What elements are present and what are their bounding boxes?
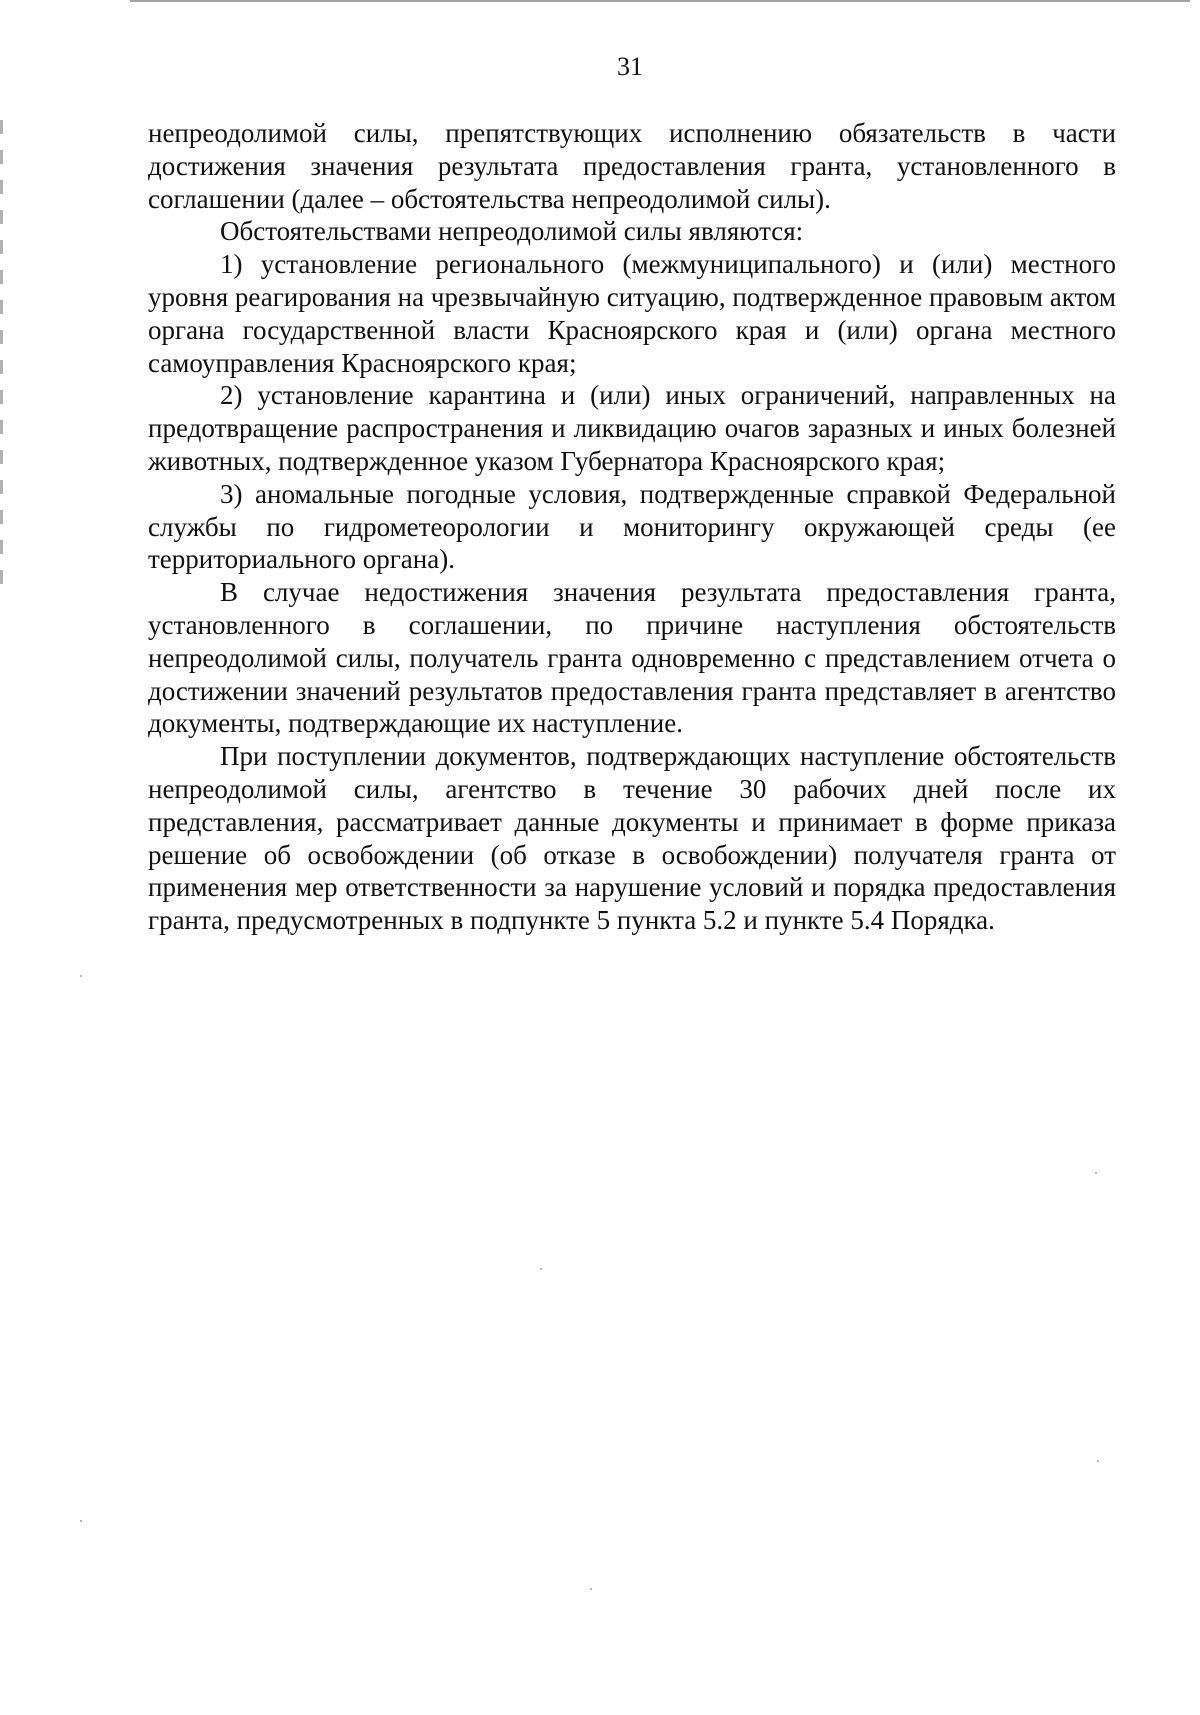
paragraph-6: В случае недостижения значения результата предоставления гранта, установленного в соглашении, по причине наступления обстоятельств непреодолимой силы, получатель гранта одновременно с представлением отчета о достижении значений результатов предоставления гранта представляет в агентство документы, подтверждающие их наступление.: [148, 577, 1116, 739]
paragraph-2: Обстоятельствами непреодолимой силы являются:: [220, 216, 804, 247]
paragraph-3: 1) установление регионального (межмуниципального) и (или) местного уровня реагирования на чрезвычайную ситуацию, подтвержденное правовым актом органа государственной власти Красноярского края и (или) органа местного самоуправления Красноярского края;: [148, 249, 1116, 378]
scan-speck: [1095, 1172, 1097, 1174]
paragraph-4: 2) установление карантина и (или) иных ограничений, направленных на предотвращение распространения и ликвидацию очагов заразных и иных болезней животных, подтвержденное указом Губернатора Красноярского края;: [148, 380, 1116, 476]
scan-speck: [590, 1588, 592, 1590]
page-number: 31: [617, 52, 643, 81]
paragraph-7: При поступлении документов, подтверждающих наступление обстоятельств непреодолимой силы, агентство в течение 30 рабочих дней после их представления, рассматривает данные документы и принимает в форме приказа решение об освобождении (об отказе в освобождении) получателя гранта от применения мер ответственности за нарушение условий и порядка предоставления гранта, предусмотренных в подпункте 5 пункта 5.2 и пункте 5.4 Порядка.: [148, 741, 1116, 936]
document-body: [148, 117, 1116, 937]
scan-speck: [80, 1520, 82, 1522]
paragraph-1: непреодолимой силы, препятствующих исполнению обязательств в части достижения значения результата предоставления гранта, установленного в соглашении (далее – обстоятельства непреодолимой силы).: [148, 118, 1116, 214]
scan-speck: [540, 1268, 542, 1270]
scan-speck: [1097, 1460, 1099, 1462]
scan-edge-top: [130, 0, 1190, 2]
scan-speck: [80, 975, 82, 977]
scan-edge-left: [0, 120, 3, 600]
paragraph-5: 3) аномальные погодные условия, подтвержденные справкой Федеральной службы по гидрометеорологии и мониторингу окружающей среды (ее территориального органа).: [148, 478, 1116, 575]
